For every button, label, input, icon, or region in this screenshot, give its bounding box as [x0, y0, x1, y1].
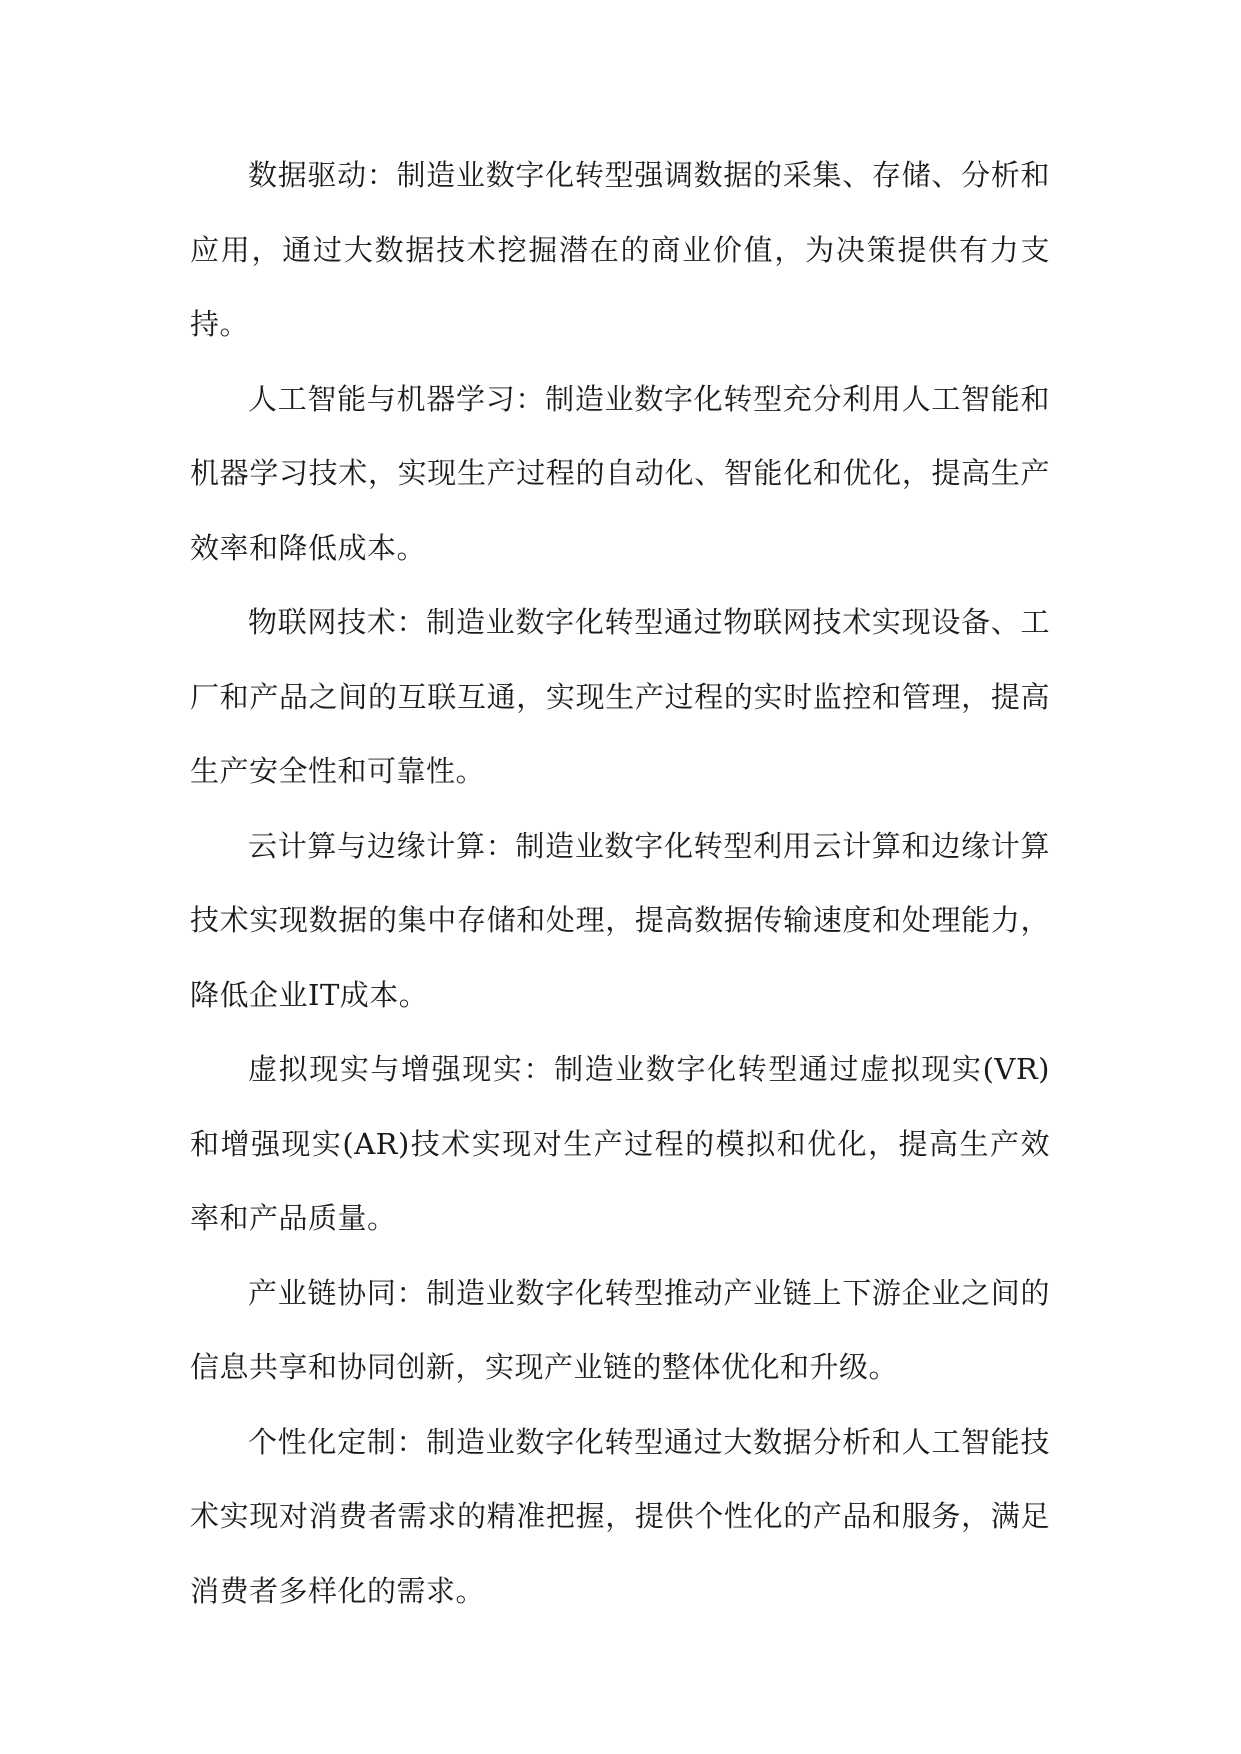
- paragraph-vr-ar: 虚拟现实与增强现实：制造业数字化转型通过虚拟现实(VR)和增强现实(AR)技术实现对生产过程的模拟和优化，提高生产效率和产品质量。: [190, 1052, 1050, 1235]
- paragraph-iot: 物联网技术：制造业数字化转型通过物联网技术实现设备、工厂和产品之间的互联互通，实现生产过程的实时监控和管理，提高生产安全性和可靠性。: [190, 605, 1050, 788]
- paragraph-industry-chain: 产业链协同：制造业数字化转型推动产业链上下游企业之间的信息共享和协同创新，实现产业链的整体优化和升级。: [190, 1275, 1050, 1384]
- paragraph-cloud-edge-computing: 云计算与边缘计算：制造业数字化转型利用云计算和边缘计算技术实现数据的集中存储和处理，提高数据传输速度和处理能力，降低企业IT成本。: [190, 828, 1050, 1012]
- paragraph-data-driven: 数据驱动：制造业数字化转型强调数据的采集、存储、分析和应用，通过大数据技术挖掘潜在的商业价值，为决策提供有力支持。: [190, 158, 1050, 341]
- document-body: [190, 138, 1050, 1628]
- paragraph-ai-machine-learning: 人工智能与机器学习：制造业数字化转型充分利用人工智能和机器学习技术，实现生产过程的自动化、智能化和优化，提高生产效率和降低成本。: [190, 381, 1050, 565]
- paragraph-personalization: 个性化定制：制造业数字化转型通过大数据分析和人工智能技术实现对消费者需求的精准把握，提供个性化的产品和服务，满足消费者多样化的需求。: [190, 1424, 1050, 1608]
